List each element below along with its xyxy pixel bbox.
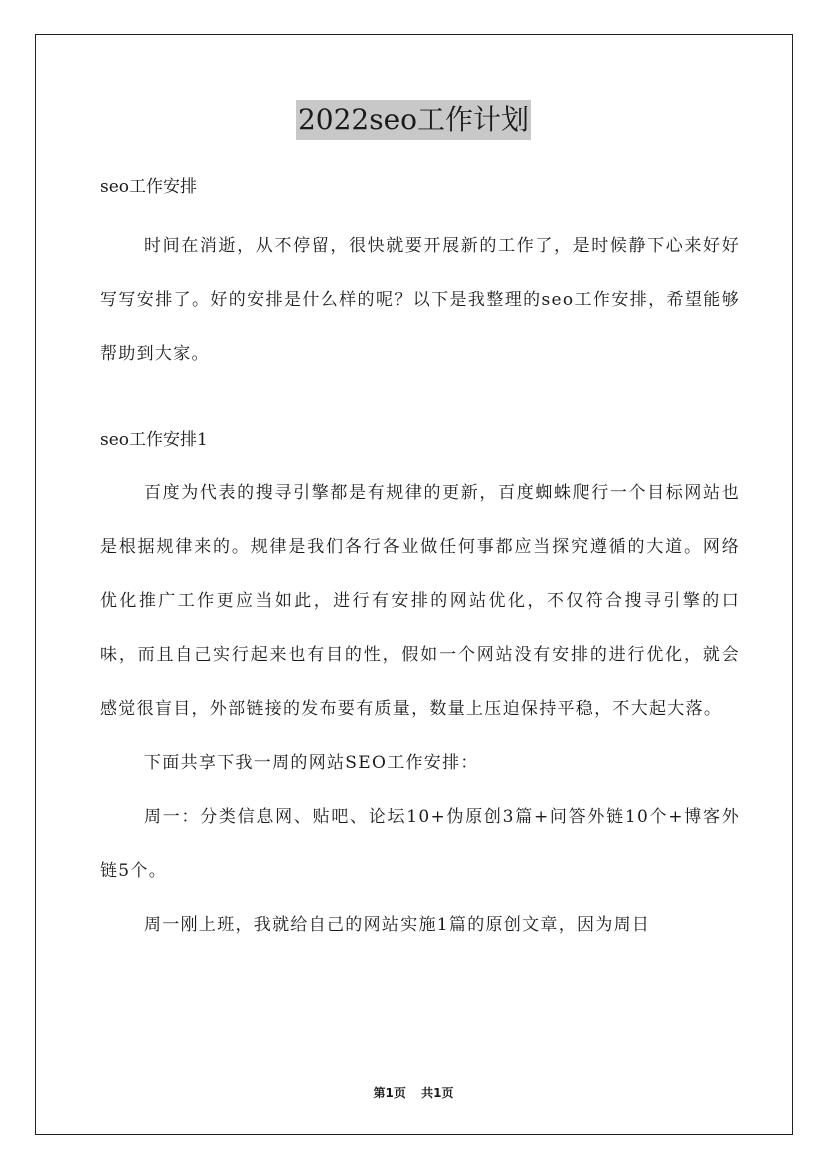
page-number: 第1页 bbox=[373, 1086, 406, 1100]
footer-separator bbox=[410, 1086, 418, 1100]
paragraph: 周一刚上班，我就给自己的网站实施1篇的原创文章，因为周日 bbox=[144, 915, 651, 935]
paragraph: 下面共享下我一周的网站SEO工作安排： bbox=[144, 753, 479, 773]
page-total: 共1页 bbox=[421, 1086, 454, 1100]
section-heading: seo工作安排 bbox=[100, 177, 198, 197]
section-heading: seo工作安排1 bbox=[100, 430, 208, 450]
page-footer bbox=[0, 1084, 827, 1101]
paragraph: 百度为代表的搜寻引擎都是有规律的更新，百度蜘蛛爬行一个目标网站也是根据规律来的。规律是我们各行各业做任何事都应当探究遵循的大道。网络优化推广工作更应当如此，进行有安排的网站优化，不仅符合搜寻引擎的口味，而且自己实行起来也有目的性，假如一个网站没有安排的进行优化，就会感觉很盲目，外部链接的发布要有质量，数量上压迫保持平稳，不大起大落。 bbox=[100, 483, 740, 719]
paragraph: 周一：分类信息网、贴吧、论坛10+伪原创3篇+问答外链10个+博客外链5个。 bbox=[100, 807, 740, 881]
title-container bbox=[0, 100, 827, 140]
spacer bbox=[100, 381, 740, 427]
paragraph: 时间在消逝，从不停留，很快就要开展新的工作了，是时候静下心来好好写写安排了。好的安排是什么样的呢？以下是我整理的seo工作安排，希望能够帮助到大家。 bbox=[100, 236, 740, 364]
document-title: 2022seo工作计划 bbox=[296, 100, 531, 140]
document-body bbox=[100, 174, 740, 952]
